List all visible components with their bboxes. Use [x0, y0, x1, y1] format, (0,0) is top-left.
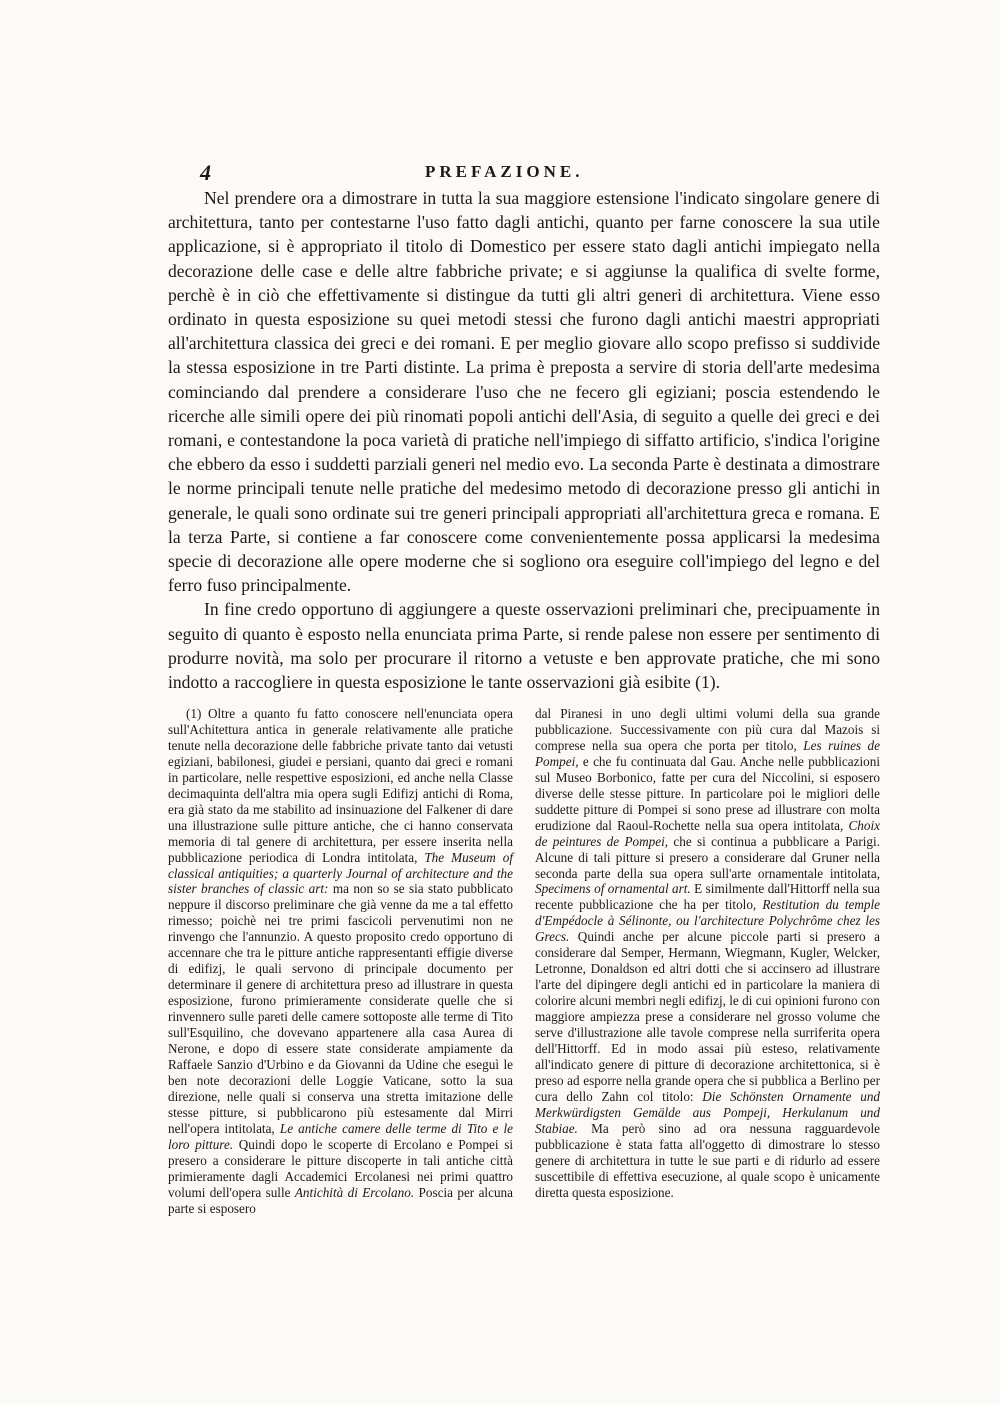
footnote-text-left	[168, 706, 513, 1217]
footnote-column-left	[168, 706, 513, 1217]
paragraph-2: In fine credo opportuno di aggiungere a queste osservazioni preliminari che, precipuamente in seguito di quanto è esposto nella enunciata prima Parte, si rende palese non essere per sentimento di produrre novità, ma solo per procurare il ritorno a vetuste e ben approvate pratiche, che mi sono indotto a raccogliere in questa esposizione le tante osservazioni già esibite (1).	[168, 599, 880, 693]
footnote-text-run: Poscia per alcuna parte si esposero	[168, 1184, 513, 1216]
footnote-block	[168, 706, 880, 1217]
footnote-title-italic: Restitution du temple d'Empédocle à Sélinonte, ou l'architecture Polychrôme chez les Grecs.	[535, 897, 880, 945]
page-number: 4	[200, 160, 211, 185]
footnote-text-run: ma non so se sia stato pubblicato neppure il discorso preliminare che già venne da me a tal effetto rimesso; poichè nei tre primi fascicoli pervenutimi non ne rinvengo che l'annunzio. A questo proposito credo opportuno di accennare che tra le pitture antiche rappresentanti effigie diverse di edifizj, le quali servono di principale documento per determinare il genere di architettura preso ad illustrare in questa esposizione, furono primieramente considerate quelle che si rinvennero sulle pareti delle camere sottoposte alle terme di Tito sull'Esquilino, che dovevano appartenere alla casa Aurea di Nerone, e dopo di essere state considerate ampiamente da Raffaele Sanzio d'Urbino e da Giovanni da Udine che eseguì le ben note decorazioni delle Loggie Vaticane, sotto la sua direzione, nelle quali si conserva una stretta imitazione delle stesse pitture, si pubblicarono più estesamente dal Mirri nell'opera intitolata,	[168, 881, 514, 1136]
footnote-text-run: (1) Oltre a quanto fu fatto conoscere nell'enunciata opera sull'Achitettura antica in generale relativamente alle pratiche tenute nella decorazione delle fabbriche private tanto dai vetusti egiziani, babilonesi, giudei e persiani, quanto dai greci e romani in particolare, nelle respettive esposizioni, ed anche nella Classe decimaquinta dell'altra mia opera sugli Edifizj antichi di Roma, era già stato da me stabilito ad insinuazione del Falkener di dare una illustrazione sulle pitture antiche, che ci hanno conservata memoria di tal genere di architettura, per essere inserita nella pubblicazione periodica di Londra intitolata,	[168, 706, 513, 865]
footnote-text-run: Ma però sino ad ora nessuna ragguardevole pubblicazione è stata fatta all'oggetto di dimostrare lo stesso genere di architettura in tutte le sue parti e di ridurlo ad essere suscettibile di effettiva esecuzione, al quale scopo è unicamente diretta questa esposizione.	[535, 1120, 880, 1200]
footnote-title-italic: Die Schönsten Ornamente und Merkwürdigsten Gemälde aus Pompeji, Herkulanum und Stabiae.	[535, 1088, 881, 1136]
running-head: PREFAZIONE.	[425, 162, 584, 181]
footnote-text-run: dal Piranesi in uno degli ultimi volumi della sua grande pubblicazione. Successivamente con più cura dal Mazois si comprese nella sua opera che porta per titolo,	[535, 706, 880, 753]
footnote-column-right	[535, 706, 880, 1217]
footnote-text-run: Quindi dopo le scoperte di Ercolano e Pompei si presero a considerare le pitture discoperte in tali antiche città primieramente dagli Accademici Ercolanesi nei primi quattro volumi dell'opera sulle	[168, 1136, 513, 1200]
footnote-text-right	[535, 706, 880, 1201]
footnote-title-italic: The Museum of classical antiquities; a quarterly Journal of architecture and the sister branches of classic art:	[168, 849, 513, 897]
footnote-title-italic: Choix de peintures de Pompei,	[535, 817, 880, 849]
footnote-text-run: E similmente dall'Hittorff nella sua recente pubblicazione che ha per titolo,	[535, 881, 880, 913]
footnote-title-italic: Les ruines de Pompei,	[535, 737, 880, 769]
footnote-text-run: Quindi anche per alcune piccole parti si presero a considerare dal Semper, Hermann, Wiegmann, Kugler, Welcker, Letronne, Donaldson ed altri dotti che si accinsero ad illustrare l'arte del dipingere degli antichi ed in particolare la maniera di colorire alcuni membri negli edifizj, le di cui opinioni furono con maggiore ampiezza prese a considerare nel grosso volume che serve d'illustrazione alle tavole comprese nella surriferita opera dell'Hittorff. Ed in modo assai più esteso, relativamente all'indicato genere di pitture di decorazione architettonica, si è preso ad esporre nella grande opera che si pubblica a Berlino per cura dello Zahn col titolo:	[535, 929, 880, 1104]
footnote-title-italic: Le antiche camere delle terme di Tito e le loro pitture.	[168, 1120, 513, 1152]
footnote-text-run: e che fu continuata dal Gau. Anche nelle pubblicazioni sul Museo Borbonico, fatte per cura del Niccolini, si esposero diverse delle stesse pitture. In particolare poi le migliori delle suddette pitture di Pompei si sono prese ad illustrare con molta erudizione dal Raoul-Rochette nella sua opera intitolata,	[535, 753, 880, 833]
footnote-title-italic: Specimens of ornamental art.	[535, 881, 691, 897]
paragraph-1: Nel prendere ora a dimostrare in tutta la sua maggiore estensione l'indicato singolare genere di architettura, tanto per contestarne l'uso fatto dagli antichi, quanto per farne conoscere la sua utile applicazione, si è appropriato il titolo di Domestico per essere stato dagli antichi impiegato nella decorazione delle case e delle altre fabbriche private; e si aggiunse la qualifica di svelte forme, perchè è in ciò che effettivamente si distingue da tutti gli altri generi di architettura. Viene esso ordinato in questa esposizione su quei metodi stessi che furono dagli antichi maestri appropriati all'architettura classica dei greci e dei romani. E per meglio giovare allo scopo prefisso si suddivide la stessa esposizione in tre Parti distinte. La prima è preposta a servire di storia dell'arte medesima cominciando dal prendere a considerare l'uso che ne fecero gli egiziani; poscia estendendo le ricerche alle simili opere dei più rinomati popoli antichi dell'Asia, di seguito a quelle dei greci e dei romani, e contestandone la poca varietà di pratiche nell'impiego di siffatto artificio, s'indica l'origine che ebbero da esso i suddetti parziali generi nel medio evo. La seconda Parte è destinata a dimostrare le norme principali tenute nelle pratiche del medesimo metodo di decorazione presso gli antichi in generale, le quali sono ordinate sui tre generi principali appropriati all'architettura greca e romana. E la terza Parte, si contiene a far conoscere come convenientemente possa applicarsi la medesima specie di decorazione alle opere moderne che si sogliono ora eseguire coll'impiego del legno e del ferro fuso principalmente.	[168, 188, 880, 596]
footnote-text-run: che si continua a pubblicare a Parigi. Alcune di tali pitture si presero a considerare dal Gruner nella seconda parte della sua opera sull'arte ornamentale intitolata,	[535, 833, 880, 881]
main-text	[168, 186, 880, 694]
footnote-title-italic: Antichità di Ercolano.	[294, 1184, 415, 1200]
